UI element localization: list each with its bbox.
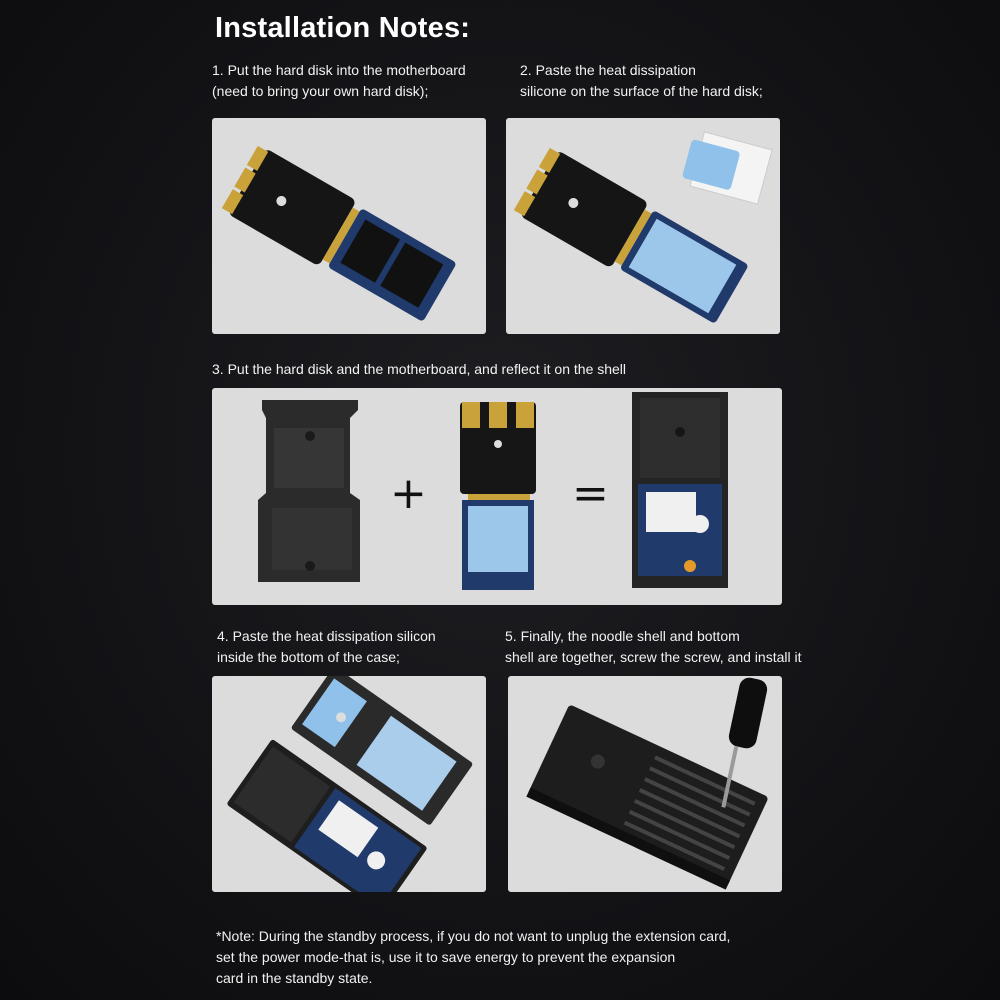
adapter-with-ssd-illustration xyxy=(221,144,459,325)
step-3-line-1: 3. Put the hard disk and the motherboard, and reflect it on the shell xyxy=(212,361,627,377)
step-2-line-1: 2. Paste the heat dissipation xyxy=(520,62,696,78)
adapter-with-padded-ssd-illustration xyxy=(460,402,536,590)
step-2-caption xyxy=(520,60,763,102)
step-5-caption xyxy=(505,626,801,668)
step-1-line-2: (need to bring your own hard disk); xyxy=(212,83,429,99)
step-3-caption xyxy=(212,359,626,380)
note-line-2: set the power mode-that is, use it to save energy to prevent the expansion xyxy=(216,949,676,965)
step-4-caption xyxy=(217,626,436,668)
standby-note xyxy=(216,926,730,989)
step-4-line-1: 4. Paste the heat dissipation silicon xyxy=(217,628,436,644)
step-5-image xyxy=(508,676,782,892)
thermal-pad-sheet-illustration xyxy=(680,129,772,204)
step-1-caption xyxy=(212,60,466,102)
page-title: Installation Notes: xyxy=(215,12,471,44)
note-line-1: *Note: During the standby process, if you do not want to unplug the extension card, xyxy=(216,928,731,944)
note-line-3: card in the standby state. xyxy=(216,970,373,986)
step-4-line-2: inside the bottom of the case; xyxy=(217,649,400,665)
step-1-image xyxy=(212,118,486,334)
empty-shell-illustration xyxy=(258,400,360,582)
step-4-image xyxy=(212,676,486,892)
assembled-shell-illustration xyxy=(632,392,728,588)
plus-sign: + xyxy=(390,468,427,519)
step-2-image xyxy=(506,118,780,334)
step-1-line-1: 1. Put the hard disk into the motherboard xyxy=(212,62,466,78)
step-2-line-2: silicone on the surface of the hard disk; xyxy=(520,83,763,99)
step-5-line-1: 5. Finally, the noodle shell and bottom xyxy=(505,628,740,644)
step-5-line-2: shell are together, screw the screw, and install it xyxy=(505,649,802,665)
step-3-image xyxy=(212,388,782,605)
equals-sign: = xyxy=(572,468,609,519)
